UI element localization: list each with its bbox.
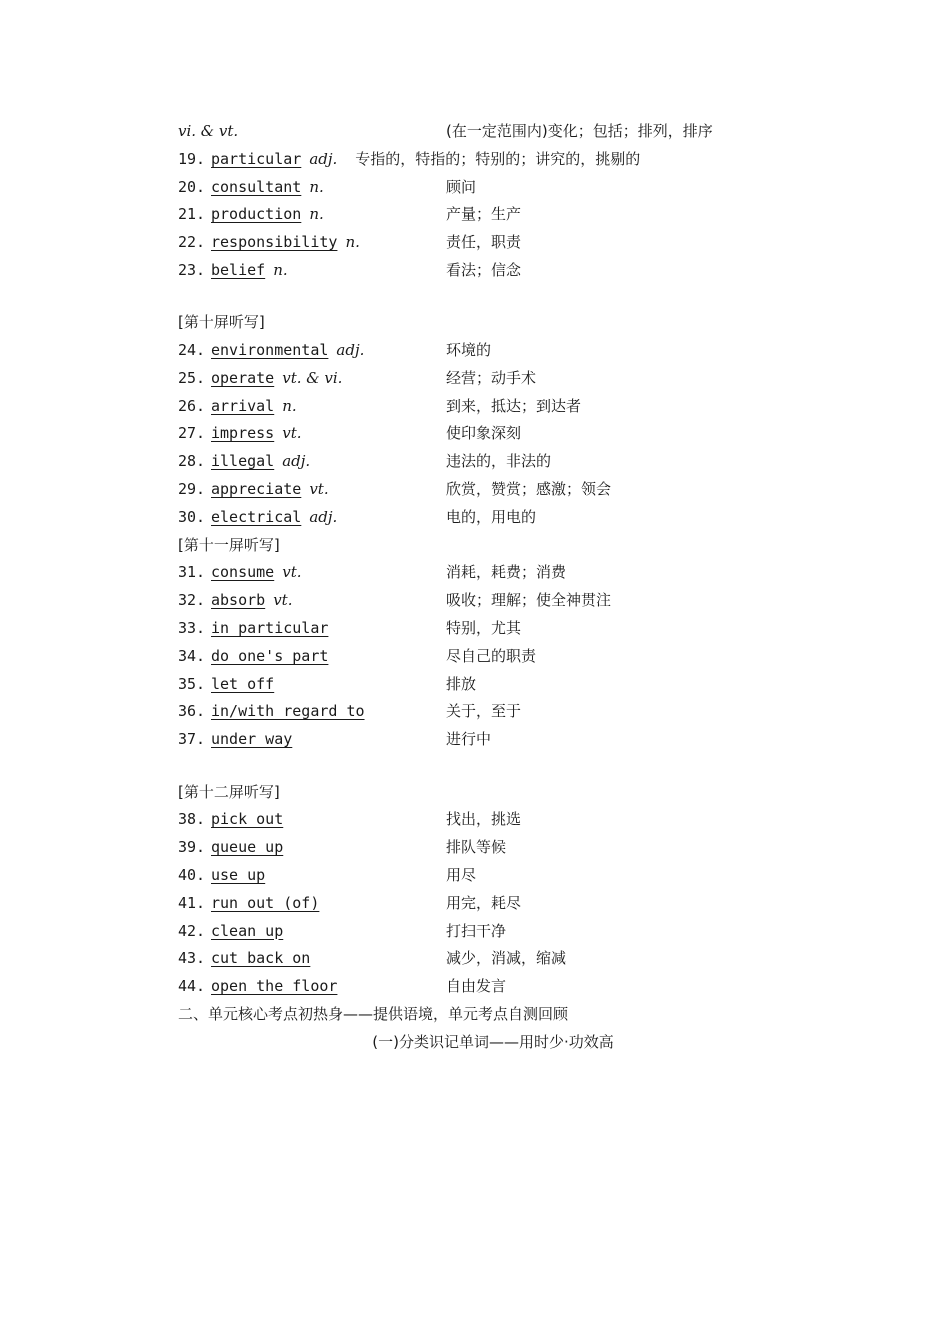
vocabulary-page bbox=[178, 118, 818, 1057]
vocab-group-2 bbox=[178, 337, 818, 532]
vocab-line-continued bbox=[178, 118, 818, 146]
item-number: 32. bbox=[178, 591, 206, 610]
item-number: 37. bbox=[178, 730, 206, 749]
vocab-line bbox=[178, 587, 818, 615]
item-number: 26. bbox=[178, 396, 206, 415]
meaning: 排队等候 bbox=[446, 838, 507, 857]
item-number: 36. bbox=[178, 702, 206, 721]
vocab-line bbox=[178, 476, 818, 504]
item-number: 29. bbox=[178, 480, 206, 499]
part-of-speech: n. bbox=[309, 205, 324, 224]
vocab-word: in particular bbox=[211, 619, 329, 638]
item-number: 41. bbox=[178, 893, 206, 912]
vocab-word: belief bbox=[211, 260, 266, 279]
part-of-speech: adj. bbox=[336, 341, 365, 360]
vocab-group-1 bbox=[178, 174, 818, 285]
vocab-line bbox=[178, 862, 818, 890]
part-of-speech: n. bbox=[282, 396, 297, 415]
vocab-word: queue up bbox=[211, 838, 284, 857]
item-number: 39. bbox=[178, 838, 206, 857]
item-number: 42. bbox=[178, 921, 206, 940]
part-of-speech: vi. & vt. bbox=[178, 122, 239, 140]
vocab-word: use up bbox=[211, 865, 266, 884]
meaning: 使印象深刻 bbox=[446, 424, 522, 443]
part-of-speech: vt. bbox=[273, 591, 293, 610]
vocab-line bbox=[178, 229, 818, 257]
vocab-line bbox=[178, 365, 818, 393]
meaning: 进行中 bbox=[446, 730, 492, 749]
vocab-line bbox=[178, 174, 818, 202]
item-number: 31. bbox=[178, 563, 206, 582]
item-number: 19. bbox=[178, 149, 206, 168]
item-number: 22. bbox=[178, 233, 206, 252]
vocab-line bbox=[178, 945, 818, 973]
part-of-speech: adj. bbox=[282, 452, 311, 471]
item-number: 40. bbox=[178, 865, 206, 884]
item-number: 23. bbox=[178, 260, 206, 279]
meaning: 打扫干净 bbox=[446, 921, 507, 940]
item-number: 27. bbox=[178, 424, 206, 443]
meaning: 减少，消减，缩减 bbox=[446, 949, 567, 968]
part-of-speech: vt. bbox=[309, 480, 329, 499]
vocab-line bbox=[178, 393, 818, 421]
meaning: 排放 bbox=[446, 674, 477, 693]
meaning: 用尽 bbox=[446, 865, 477, 884]
vocab-line bbox=[178, 890, 818, 918]
meaning: 产量；生产 bbox=[446, 205, 522, 224]
meaning: 专指的，特指的；特别的；讲究的，挑剔的 bbox=[355, 149, 641, 168]
section-title: 二、单元核心考点初热身——提供语境，单元考点自测回顾 bbox=[178, 1004, 569, 1023]
item-number: 30. bbox=[178, 507, 206, 526]
vocab-word: consume bbox=[211, 563, 275, 582]
vocab-line bbox=[178, 671, 818, 699]
item-number: 38. bbox=[178, 810, 206, 829]
vocab-word: consultant bbox=[211, 177, 302, 196]
meaning: 经营；动手术 bbox=[446, 368, 537, 387]
part-of-speech: n. bbox=[273, 260, 288, 279]
screen-10-header: [第十屏听写] bbox=[178, 313, 265, 332]
meaning: 欣赏，赞赏；感激；领会 bbox=[446, 480, 612, 499]
vocab-word: responsibility bbox=[211, 233, 338, 252]
meaning: 电的，用电的 bbox=[446, 507, 537, 526]
vocab-line bbox=[178, 201, 818, 229]
vocab-line bbox=[178, 726, 818, 754]
meaning: 自由发言 bbox=[446, 977, 507, 996]
vocab-word: production bbox=[211, 205, 302, 224]
vocab-line bbox=[178, 806, 818, 834]
vocab-line bbox=[178, 337, 818, 365]
item-number: 33. bbox=[178, 619, 206, 638]
vocab-line bbox=[178, 504, 818, 532]
vocab-line bbox=[178, 559, 818, 587]
vocab-word: in/with regard to bbox=[211, 702, 365, 721]
item-number: 21. bbox=[178, 205, 206, 224]
vocab-word: impress bbox=[211, 424, 275, 443]
vocab-line bbox=[178, 420, 818, 448]
meaning: 找出，挑选 bbox=[446, 810, 522, 829]
vocab-line bbox=[178, 698, 818, 726]
vocab-line bbox=[178, 257, 818, 285]
vocab-word: appreciate bbox=[211, 480, 302, 499]
item-number: 25. bbox=[178, 368, 206, 387]
vocab-word: illegal bbox=[211, 452, 275, 471]
vocab-word: under way bbox=[211, 730, 293, 749]
vocab-word: operate bbox=[211, 368, 275, 387]
vocab-word: environmental bbox=[211, 341, 329, 360]
vocab-word: pick out bbox=[211, 810, 284, 829]
meaning: 关于，至于 bbox=[446, 702, 522, 721]
vocab-line bbox=[178, 448, 818, 476]
meaning: 责任，职责 bbox=[446, 233, 522, 252]
part-of-speech: vt. & vi. bbox=[282, 368, 343, 387]
meaning: 吸收；理解；使全神贯注 bbox=[446, 591, 612, 610]
screen-12-header: [第十二屏听写] bbox=[178, 782, 280, 801]
item-number: 24. bbox=[178, 341, 206, 360]
part-of-speech: n. bbox=[309, 177, 324, 196]
meaning: 顾问 bbox=[446, 177, 477, 196]
part-of-speech: vt. bbox=[282, 563, 302, 582]
vocab-line bbox=[178, 643, 818, 671]
item-number: 44. bbox=[178, 977, 206, 996]
meaning: 违法的，非法的 bbox=[446, 452, 552, 471]
meaning: 特别，尤其 bbox=[446, 619, 522, 638]
vocab-word: let off bbox=[211, 674, 275, 693]
vocab-word: particular bbox=[211, 149, 302, 168]
vocab-line bbox=[178, 834, 818, 862]
vocab-word: cut back on bbox=[211, 949, 311, 968]
sub-title: (一)分类识记单词——用时少·功效高 bbox=[372, 1032, 614, 1051]
screen-11-header: [第十一屏听写] bbox=[178, 535, 280, 554]
vocab-word: clean up bbox=[211, 921, 284, 940]
meaning: (在一定范围内)变化；包括；排列，排序 bbox=[446, 122, 713, 140]
vocab-word: electrical bbox=[211, 507, 302, 526]
vocab-line bbox=[178, 918, 818, 946]
item-number: 35. bbox=[178, 674, 206, 693]
item-number: 34. bbox=[178, 646, 206, 665]
vocab-line bbox=[178, 615, 818, 643]
part-of-speech: adj. bbox=[309, 149, 338, 168]
item-number: 43. bbox=[178, 949, 206, 968]
vocab-word: arrival bbox=[211, 396, 275, 415]
vocab-word: do one's part bbox=[211, 646, 329, 665]
item-number: 20. bbox=[178, 177, 206, 196]
vocab-word: run out (of) bbox=[211, 893, 320, 912]
meaning: 消耗，耗费；消费 bbox=[446, 563, 567, 582]
vocab-line-19 bbox=[178, 146, 818, 174]
vocab-word: absorb bbox=[211, 591, 266, 610]
part-of-speech: adj. bbox=[309, 507, 338, 526]
meaning: 环境的 bbox=[446, 341, 492, 360]
vocab-group-3 bbox=[178, 559, 818, 754]
vocab-word: open the floor bbox=[211, 977, 338, 996]
item-number: 28. bbox=[178, 452, 206, 471]
meaning: 到来，抵达；到达者 bbox=[446, 396, 582, 415]
meaning: 尽自己的职责 bbox=[446, 646, 537, 665]
meaning: 看法；信念 bbox=[446, 260, 522, 279]
vocab-line bbox=[178, 973, 818, 1001]
part-of-speech: vt. bbox=[282, 424, 302, 443]
vocab-group-4 bbox=[178, 806, 818, 1001]
meaning: 用完，耗尽 bbox=[446, 893, 522, 912]
part-of-speech: n. bbox=[345, 233, 360, 252]
